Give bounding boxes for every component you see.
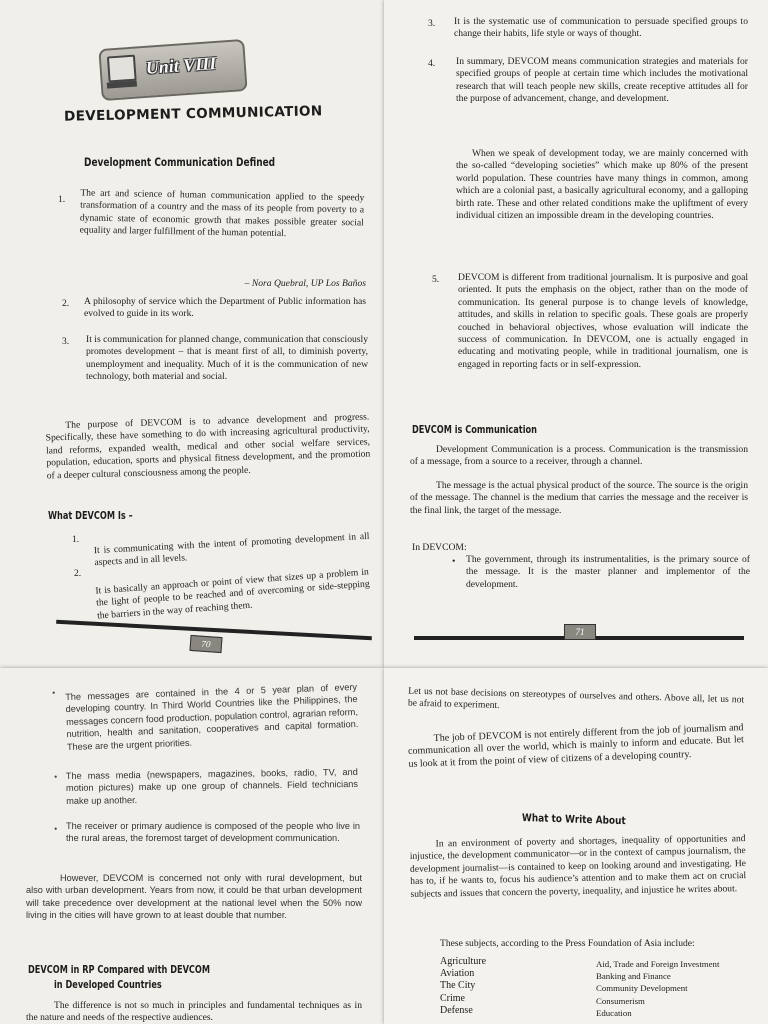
bullet-dot: • [54,772,58,783]
list-number: 2. [62,298,70,309]
subject-item: The City [440,980,476,992]
computer-icon [107,55,137,83]
subjects-column-2 [596,958,719,1019]
chapter-title: DEVELOPMENT COMMUNICATION [63,103,323,125]
definition-2: A philosophy of service which the Department of Public information has evolved to guide in its work. [84,296,366,320]
bullet-dot: • [52,688,56,699]
bullet-dot: • [54,824,58,835]
messages-bullet: The messages are contained in the 4 or 5 year plan of every developing country. In Third World Countries like the Philippines, the messages concern food production, population control, agrarian reform, nutrition, health and sanitation, cooperatives and capital formation. These are the urgent priorities. [65,681,359,752]
list-number: 4. [428,58,436,69]
purpose-paragraph: The purpose of DEVCOM is to advance development and progress. Specifically, these have something to do with increasing agricultural productivity, land reforms, expanded wealth, medical and other social welfare services, population, education, sports and physical fitness development, and the promotion of a deeper cultural consciousness among the people. [45,411,371,482]
subjects-intro: These subjects, according to the Press Foundation of Asia include: [440,938,695,949]
definition-1-attribution: – Nora Quebral, UP Los Baños [244,278,366,289]
government-bullet: The government, through its instrumentalities, is the primary source of the message. It is the master planner and implementor of the development. [466,554,750,590]
communication-paragraph-1: Development Communication is a process. Communication is the transmission of a message, from a source to a receiver, through a channel. [410,444,748,468]
what-item-1: It is communicating with the intent of promoting development in all aspects and in all levels. [93,530,370,569]
subject-item: Aviation [440,968,475,980]
page-72 [0,668,384,1024]
section-heading-defined: Development Communication Defined [84,155,276,169]
definition-3: It is communication for planned change, communication that consciously promotes development – that is meant first of all, to diminish poverty, unemployment and inequality. Much of it is the communication of new technology, both material and social. [86,334,368,383]
communication-paragraph-2: The message is the actual physical product of the source. The source is the origin of the message. The channel is the medium that carries the message and the receiver is the final link, the target of the message. [410,480,748,516]
subject-item: Agriculture [440,956,487,967]
job-paragraph: The job of DEVCOM is not entirely different from the job of journalism and communication all over the world, which is mainly to inform and educate. But let us look at it from the point of view of citizens of a developing country. [407,722,745,770]
section-heading-communication: DEVCOM is Communication [412,424,537,436]
page-number: 70 [189,635,222,653]
definition-item-3: It is the systematic use of communication to persuade specified groups to change their habits, life style or ways of thought. [454,16,748,40]
section-heading-rp-line2: in Developed Countries [54,979,162,991]
subject-item: Consumerism [596,995,645,1006]
page-73 [384,668,768,1024]
write-paragraph: In an environment of poverty and shortages, inequality of opportunities and injustice, the development communicator—or in the context of campus journalism, the development journalist—is contained to keep on looking around and investigating. He has to, if he wants to, focus his audience’s attention and to make them act on crucial subjects and issues that concern the poverty, inequality, and injustice he writes about. [409,833,747,900]
subject-item: Defense [440,1004,473,1016]
subject-item: Banking and Finance [596,971,671,982]
section-heading-write: What to Write About [521,812,626,828]
section-heading-rp: DEVCOM in RP Compared with DEVCOM [28,964,211,976]
stereotypes-paragraph: Let us not base decisions on stereotypes of ourselves and others. Above all, let us not be afraid to experiment. [407,685,745,712]
list-number: 3. [428,18,436,29]
unit-badge [98,39,247,101]
page-70 [0,0,384,668]
section-heading-what: What DEVCOM Is – [48,510,133,522]
subjects-column-1 [440,956,486,1017]
list-number: 5. [432,274,440,285]
page-71 [384,0,768,668]
receiver-bullet: The receiver or primary audience is composed of the people who live in the rural areas, the foremost target of development communication. [66,821,360,844]
mass-media-bullet: The mass media (newspapers, magazines, books, radio, TV, and motion pictures) make up one group of channels. Field technicians make up another. [65,766,359,806]
what-item-2: It is basically an approach or point of view that sizes up a problem in the light of people to be reached and of overcoming or side-stepping the barriers in the way of reaching them. [95,566,371,622]
keyboard-icon [107,81,137,89]
definition-1: The art and science of human communication applied to the speedy transformation of a country and the mass of its people from poverty to a dynamic state of economic growth that makes possible greater social equality and larger fulfillment of the human potential. [79,187,365,240]
subject-item: Education [596,1007,632,1018]
subject-item: Community Development [596,983,688,994]
definition-item-4: In summary, DEVCOM means communication strategies and materials for specified groups of people at certain time which includes the motivational research that will teach people new skills, create receptive attitudes all for the purpose of advancement, change, and development. [456,56,748,105]
subject-item: Aid, Trade and Foreign Investment [596,959,720,969]
list-number: 3. [62,336,70,347]
difference-paragraph: The difference is not so much in principles and fundamental techniques as in the nature and needs of the respective audiences. [26,1000,362,1024]
list-number: 1. [58,194,66,205]
unit-label: Unit VIII [145,52,217,78]
subject-item: Crime [440,992,465,1004]
list-number: 2. [74,568,82,579]
however-paragraph: However, DEVCOM is concerned not only with rural development, but also with urban development. Years from now, it could be that urban development will take precedence over development at the national level when the 50% now living in the cities will have grown to at least double that number. [26,873,362,921]
page-number: 71 [564,624,596,640]
in-devcom-label: In DEVCOM: [412,542,467,553]
definition-item-5: DEVCOM is different from traditional journalism. It is purposive and goal oriented. It puts the emphasis on the object, rather than on the mode of communication. Its general purpose is to change levels of knowledge, attitudes, and skills in relation to specific goals. These goals are properly couched in behavioral objectives, whose evaluation will indicate the success of communication. In DEVCOM, one is actually engaged in educating and motivating people, while in traditional journalism, one is engaged in reporting facts or in self-expression. [458,272,748,370]
development-paragraph: When we speak of development today, we are mainly concerned with the so-called “developing societies” which make up 80% of the present world population. These countries have many things in common, among which are a colonial past, a basically agricultural economy, and a galloping birth rate. These and other related conditions make the upliftment of every individual citizen an impossible dream in the developing countries. [456,148,748,222]
bullet-dot: • [452,556,456,567]
list-number: 1. [72,534,80,545]
